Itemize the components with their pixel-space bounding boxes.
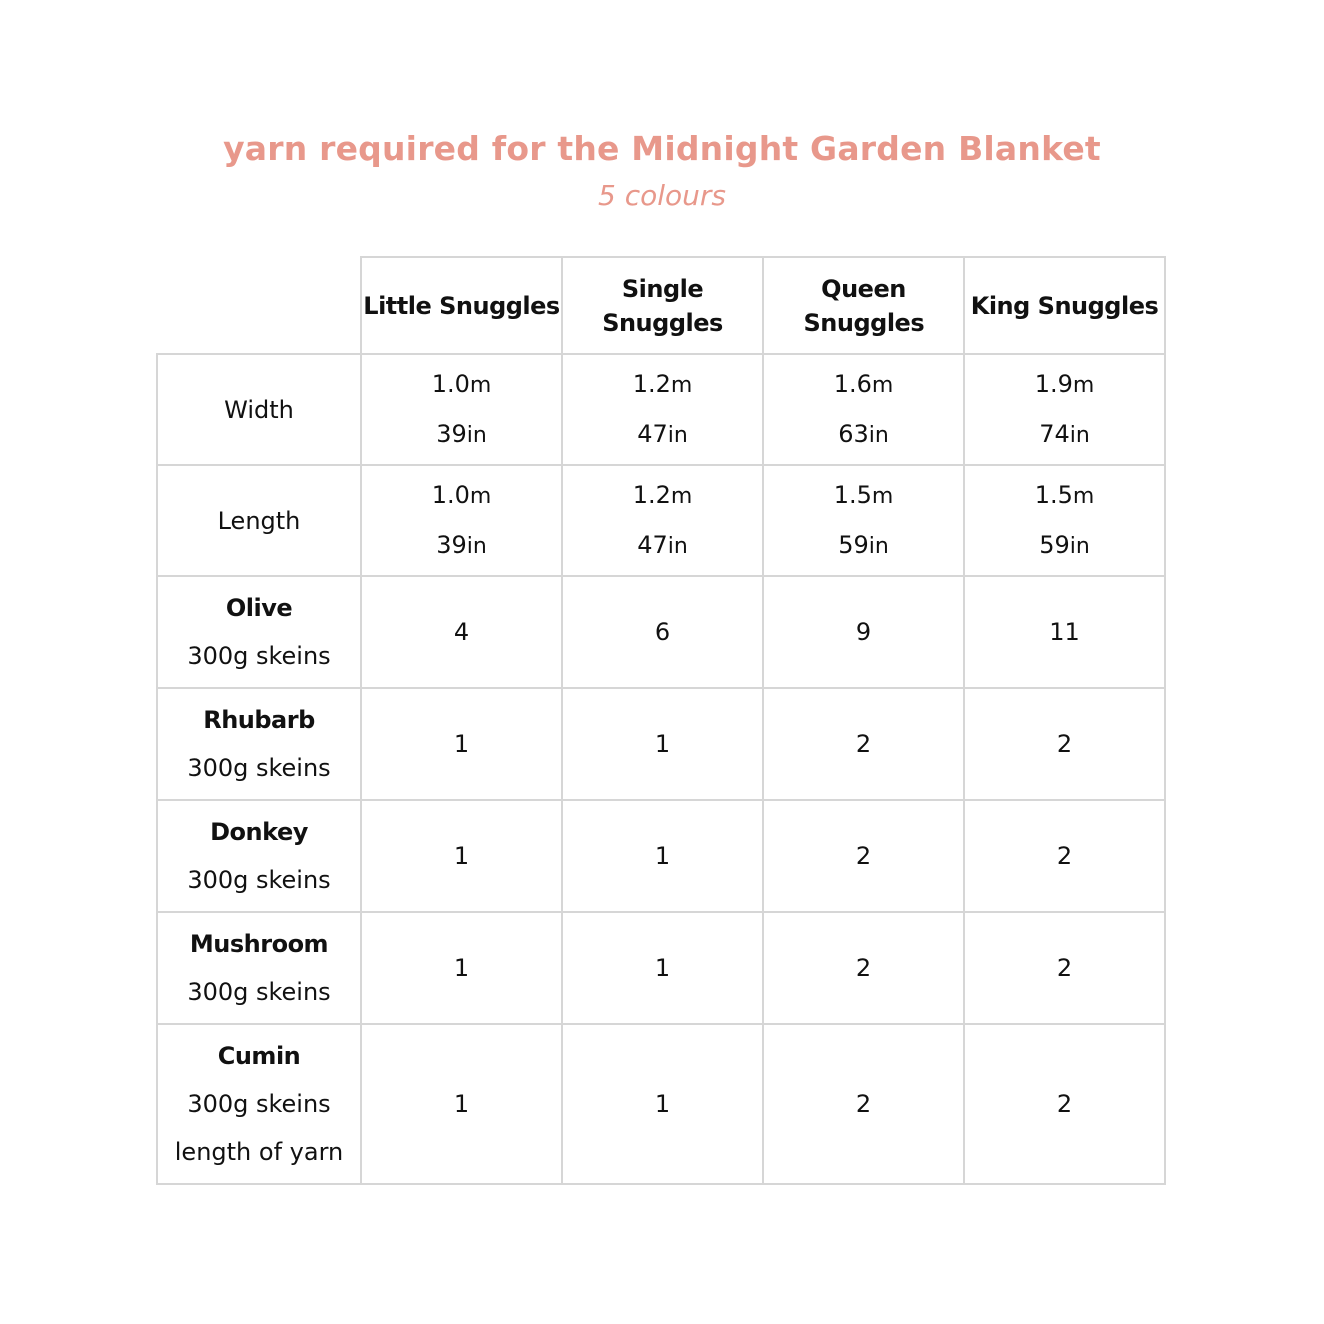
metric-measurement bbox=[362, 471, 561, 521]
metric-unit: m bbox=[469, 372, 492, 398]
dimension-row bbox=[157, 354, 1165, 465]
imperial-value: 39 bbox=[436, 530, 467, 559]
imperial-unit: in bbox=[466, 533, 487, 559]
yarn-requirements-table bbox=[156, 256, 1166, 1185]
yarn-skein-unit: 300g skeins bbox=[187, 1090, 331, 1118]
metric-measurement bbox=[764, 471, 963, 521]
metric-unit: m bbox=[871, 372, 894, 398]
column-header-single-snuggles: Single Snuggles bbox=[562, 257, 763, 354]
imperial-measurement bbox=[764, 410, 963, 460]
imperial-measurement bbox=[965, 410, 1164, 460]
page-title: yarn required for the Midnight Garden Blanket bbox=[223, 129, 1101, 168]
skein-count-cell: 2 bbox=[763, 1024, 964, 1184]
skein-count-cell: 1 bbox=[361, 1024, 562, 1184]
yarn-colour-label bbox=[157, 1024, 361, 1184]
yarn-colour-name: Rhubarb bbox=[203, 706, 315, 734]
metric-value: 1.6 bbox=[833, 369, 872, 398]
metric-value: 1.5 bbox=[833, 480, 872, 509]
metric-measurement bbox=[764, 360, 963, 410]
metric-unit: m bbox=[469, 483, 492, 509]
yarn-skein-unit: 300g skeins bbox=[187, 754, 331, 782]
column-header-little-snuggles: Little Snuggles bbox=[361, 257, 562, 354]
yarn-colour-row bbox=[157, 1024, 1165, 1184]
imperial-measurement bbox=[563, 410, 762, 460]
yarn-colour-name: Mushroom bbox=[189, 930, 329, 958]
imperial-measurement bbox=[764, 521, 963, 571]
yarn-colour-label bbox=[157, 800, 361, 912]
imperial-measurement bbox=[965, 521, 1164, 571]
skein-count-cell: 1 bbox=[562, 800, 763, 912]
imperial-unit: in bbox=[868, 533, 889, 559]
yarn-colour-label bbox=[157, 576, 361, 688]
dimension-cell bbox=[964, 354, 1165, 465]
yarn-colour-name: Cumin bbox=[217, 1042, 301, 1070]
imperial-measurement bbox=[362, 521, 561, 571]
metric-value: 1.9 bbox=[1034, 369, 1073, 398]
skein-count-cell: 6 bbox=[562, 576, 763, 688]
dimension-cell bbox=[562, 465, 763, 576]
yarn-note: length of yarn bbox=[174, 1138, 344, 1166]
metric-value: 1.0 bbox=[431, 369, 470, 398]
metric-measurement bbox=[362, 360, 561, 410]
skein-count-cell: 1 bbox=[361, 800, 562, 912]
metric-unit: m bbox=[670, 372, 693, 398]
skein-count-cell: 1 bbox=[361, 688, 562, 800]
skein-count-cell: 2 bbox=[763, 912, 964, 1024]
metric-measurement bbox=[965, 471, 1164, 521]
yarn-colour-name: Donkey bbox=[210, 818, 308, 846]
metric-value: 1.5 bbox=[1034, 480, 1073, 509]
skein-count-cell: 2 bbox=[763, 800, 964, 912]
metric-unit: m bbox=[1072, 483, 1095, 509]
skein-count-cell: 1 bbox=[562, 1024, 763, 1184]
skein-count-cell: 4 bbox=[361, 576, 562, 688]
dimension-label: Width bbox=[157, 354, 361, 465]
skein-count-cell: 2 bbox=[763, 688, 964, 800]
imperial-unit: in bbox=[868, 422, 889, 448]
yarn-skein-unit: 300g skeins bbox=[187, 866, 331, 894]
skein-count-cell: 11 bbox=[964, 576, 1165, 688]
imperial-value: 59 bbox=[838, 530, 869, 559]
dimension-cell bbox=[562, 354, 763, 465]
skein-count-cell: 2 bbox=[964, 688, 1165, 800]
dimension-cell bbox=[361, 354, 562, 465]
imperial-unit: in bbox=[667, 422, 688, 448]
imperial-value: 59 bbox=[1039, 530, 1070, 559]
page-subtitle: 5 colours bbox=[598, 179, 726, 212]
metric-measurement bbox=[965, 360, 1164, 410]
imperial-value: 63 bbox=[838, 419, 869, 448]
imperial-value: 39 bbox=[436, 419, 467, 448]
imperial-value: 74 bbox=[1039, 419, 1070, 448]
yarn-colour-name: Olive bbox=[225, 594, 293, 622]
metric-value: 1.2 bbox=[632, 369, 671, 398]
yarn-colour-row bbox=[157, 576, 1165, 688]
imperial-value: 47 bbox=[637, 530, 668, 559]
yarn-colour-label bbox=[157, 912, 361, 1024]
skein-count-cell: 1 bbox=[361, 912, 562, 1024]
metric-unit: m bbox=[670, 483, 693, 509]
dimension-cell bbox=[964, 465, 1165, 576]
yarn-colour-label bbox=[157, 688, 361, 800]
imperial-unit: in bbox=[466, 422, 487, 448]
metric-unit: m bbox=[871, 483, 894, 509]
dimension-cell bbox=[763, 354, 964, 465]
skein-count-cell: 2 bbox=[964, 800, 1165, 912]
imperial-measurement bbox=[362, 410, 561, 460]
column-header-queen-snuggles: Queen Snuggles bbox=[763, 257, 964, 354]
metric-measurement bbox=[563, 360, 762, 410]
table-header-row bbox=[157, 257, 1165, 354]
dimension-cell bbox=[763, 465, 964, 576]
yarn-skein-unit: 300g skeins bbox=[187, 978, 331, 1006]
metric-unit: m bbox=[1072, 372, 1095, 398]
imperial-unit: in bbox=[667, 533, 688, 559]
column-header-king-snuggles: King Snuggles bbox=[964, 257, 1165, 354]
skein-count-cell: 9 bbox=[763, 576, 964, 688]
imperial-unit: in bbox=[1069, 422, 1090, 448]
skein-count-cell: 2 bbox=[964, 1024, 1165, 1184]
imperial-measurement bbox=[563, 521, 762, 571]
metric-measurement bbox=[563, 471, 762, 521]
yarn-skein-unit: 300g skeins bbox=[187, 642, 331, 670]
yarn-colour-row bbox=[157, 688, 1165, 800]
metric-value: 1.0 bbox=[431, 480, 470, 509]
imperial-value: 47 bbox=[637, 419, 668, 448]
metric-value: 1.2 bbox=[632, 480, 671, 509]
yarn-colour-row bbox=[157, 800, 1165, 912]
skein-count-cell: 1 bbox=[562, 688, 763, 800]
table-corner-cell bbox=[157, 257, 361, 354]
yarn-colour-row bbox=[157, 912, 1165, 1024]
dimension-cell bbox=[361, 465, 562, 576]
imperial-unit: in bbox=[1069, 533, 1090, 559]
skein-count-cell: 1 bbox=[562, 912, 763, 1024]
skein-count-cell: 2 bbox=[964, 912, 1165, 1024]
dimension-label: Length bbox=[157, 465, 361, 576]
dimension-row bbox=[157, 465, 1165, 576]
